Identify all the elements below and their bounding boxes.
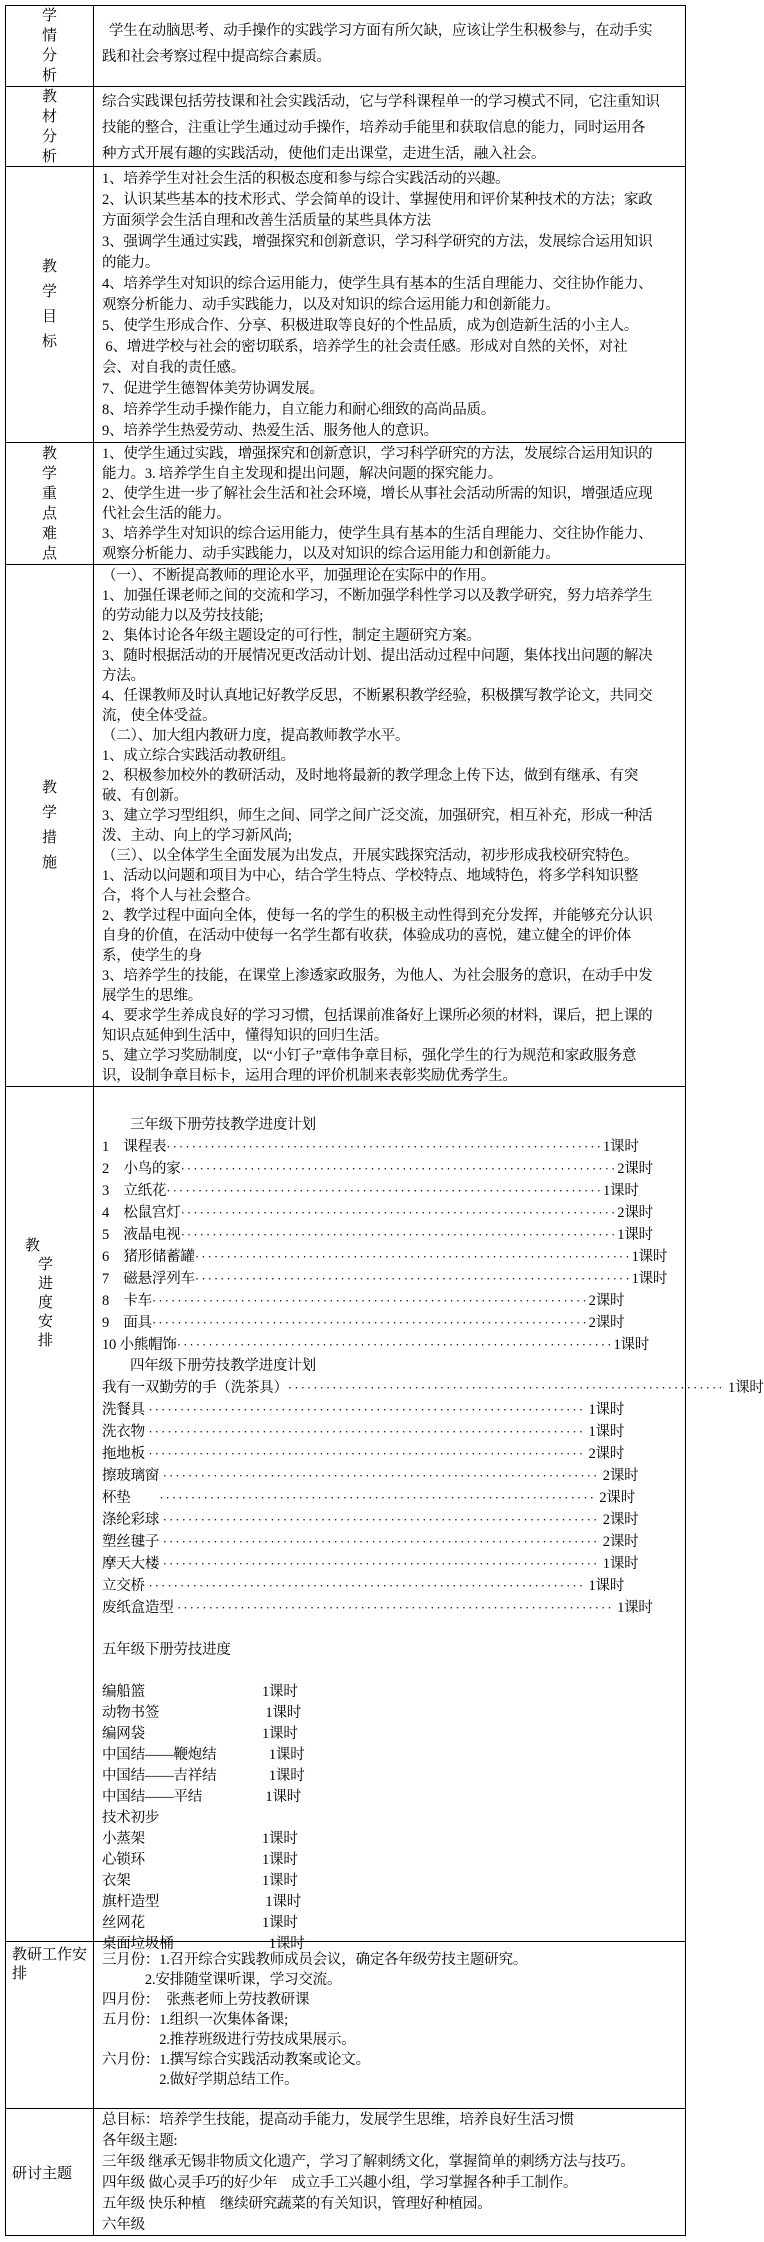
lesson-name: 废纸盒造型 bbox=[102, 1600, 177, 1616]
lesson-hours: 1课时 bbox=[602, 1183, 639, 1199]
lesson-hours: 1课时 bbox=[262, 1894, 302, 1910]
row-research-work bbox=[6, 1942, 685, 2109]
label-char: 教 bbox=[25, 1238, 41, 1254]
text-line: 5、建立学习奖励制度，以“小钉子”章伟争章目标，强化学生的行为规范和家政服务意 bbox=[102, 1048, 637, 1064]
teaching-schedule-content bbox=[94, 1087, 764, 1952]
key-difficulties-content bbox=[94, 443, 685, 564]
label-char: 析 bbox=[41, 148, 57, 165]
student-analysis-content bbox=[94, 6, 685, 86]
material-analysis-content bbox=[94, 87, 685, 166]
dot-leader bbox=[195, 1246, 632, 1267]
lesson-item bbox=[102, 1377, 764, 1399]
lesson-item bbox=[102, 1487, 635, 1509]
label-char: 排 bbox=[38, 1333, 54, 1349]
lesson-hours: 1课时 bbox=[613, 1337, 650, 1353]
row-label-student-analysis bbox=[6, 6, 94, 86]
text-line: 1、加强任课老师之间的交流和学习，不断加强学科性学习以及教学研究，努力培养学生 bbox=[102, 588, 653, 604]
lesson-name: 涤纶彩球 bbox=[102, 1512, 163, 1528]
text-line: 的劳动能力以及劳技技能; bbox=[102, 608, 264, 624]
text-line: 7、促进学生德智体美劳协调发展。 bbox=[102, 381, 324, 397]
dot-leader bbox=[163, 1509, 600, 1530]
lesson-hours: 1课时 bbox=[262, 1747, 305, 1763]
lesson-name: 摩天大楼 bbox=[102, 1556, 163, 1572]
dot-leader bbox=[166, 1136, 603, 1157]
lesson-hours: 1课时 bbox=[585, 1402, 625, 1418]
lesson-name: 动物书签 bbox=[102, 1705, 160, 1721]
lesson-item bbox=[102, 1553, 639, 1575]
text-line: 流，使全体受益。 bbox=[102, 708, 217, 724]
lesson-name: 擦玻璃窗 bbox=[102, 1468, 163, 1484]
text-line: 代社会生活的能力。 bbox=[102, 506, 231, 522]
schedule-section-title: 三年级下册劳技教学进度计划 bbox=[130, 1117, 316, 1133]
lesson-item bbox=[102, 1224, 653, 1246]
text-line: 践和社会考察过程中提高综合素质。 bbox=[102, 49, 331, 65]
lesson-hours: 1课时 bbox=[617, 1227, 653, 1243]
text-line: 学生在动脑思考、动手操作的实践学习方面有所欠缺，应该让学生积极参与，在动手实 bbox=[102, 23, 653, 39]
text-line: 四年级 做心灵手巧的好少年 成立手工兴趣小组，学习掌握各种手工制作。 bbox=[102, 2175, 578, 2191]
text-line: 会、对自我的责任感。 bbox=[102, 360, 245, 376]
label-char: 教 bbox=[41, 445, 57, 462]
lesson-hours: 2课时 bbox=[588, 1315, 625, 1331]
row-key-difficulties bbox=[6, 443, 685, 565]
lesson-name: 10 小熊帽饰 bbox=[102, 1337, 177, 1353]
lesson-hours: 1课时 bbox=[262, 1684, 298, 1700]
dot-leader bbox=[177, 1597, 614, 1618]
text-line: 9、培养学生热爱劳动、热爱生活、服务他人的意识。 bbox=[102, 423, 438, 439]
text-line: 2.安排随堂课听课，学习交流。 bbox=[102, 1972, 342, 1988]
lesson-item bbox=[102, 1682, 683, 1703]
label-char: 点 bbox=[41, 505, 57, 522]
text-line: 1、使学生通过实践，增强探究和创新意识，学习科学研究的方法，发展综合运用知识的 bbox=[102, 446, 653, 462]
text-line: 知识点延伸到生活中，懂得知识的回归生活。 bbox=[102, 1028, 388, 1044]
text-line: 观察分析能力、动手实践能力，以及对知识的综合运用能力和创新能力。 bbox=[102, 297, 560, 313]
dot-leader bbox=[181, 1158, 618, 1179]
text-line: 五年级 快乐种植 继续研究蔬菜的有关知识，管理好种植园。 bbox=[102, 2196, 492, 2212]
row-label-research-topics: 研讨主题 bbox=[6, 2109, 94, 2235]
text-line: 总目标：培养学生技能，提高动手能力，发展学生思维，培养良好生活习惯 bbox=[102, 2112, 574, 2128]
text-line: 的能力。 bbox=[102, 255, 160, 271]
row-label-teaching-measures bbox=[6, 565, 94, 1086]
lesson-item bbox=[102, 1766, 683, 1787]
lesson-hours: 1课时 bbox=[585, 1424, 625, 1440]
text-line: 六年级 bbox=[102, 2217, 145, 2233]
lesson-item bbox=[102, 1724, 683, 1745]
lesson-hours: 1课时 bbox=[262, 1831, 298, 1847]
dot-leader bbox=[148, 1399, 585, 1420]
dot-leader bbox=[163, 1465, 600, 1486]
research-topics-content bbox=[94, 2109, 685, 2235]
text-line: 种方式开展有趣的实践活动，使他们走出课堂，走进生活，融入社会。 bbox=[102, 146, 546, 162]
row-label-teaching-schedule bbox=[6, 1087, 94, 1941]
lesson-hours: 1课时 bbox=[631, 1271, 668, 1287]
lesson-item bbox=[102, 1465, 639, 1487]
lesson-name: 编船篮 bbox=[102, 1684, 145, 1700]
text-line: 方面须学会生活自理和改善生活质量的某些具体方法 bbox=[102, 213, 431, 229]
text-line: 识，设制争章目标卡，运用合理的评价机制来表彰奖励优秀学生。 bbox=[102, 1068, 517, 1084]
label-char: 材 bbox=[41, 108, 57, 125]
text-line: 泼、主动、向上的学习新风尚; bbox=[102, 828, 292, 844]
lesson-name: 2 小鸟的家 bbox=[102, 1161, 181, 1177]
lesson-name: 丝网花 bbox=[102, 1915, 145, 1931]
label-char: 难 bbox=[41, 525, 57, 542]
row-research-topics bbox=[6, 2109, 685, 2235]
text-line: 2、教学过程中面向全体，使每一名的学生的积极主动性得到充分发挥，并能够充分认识 bbox=[102, 908, 653, 924]
text-line: 三月份：1.召开综合实践教师成员会议，确定各年级劳技主题研究。 bbox=[102, 1952, 528, 1968]
label-char: 学 bbox=[41, 283, 57, 300]
lesson-hours: 1课时 bbox=[262, 1789, 302, 1805]
label-char: 教 bbox=[41, 88, 57, 105]
dot-leader bbox=[181, 1202, 618, 1223]
text-line: 综合实践课包括劳技课和社会实践活动，它与学科课程单一的学习模式不同，它注重知识 bbox=[102, 94, 660, 110]
row-label-teaching-goals bbox=[6, 167, 94, 442]
text-line: 合，将个人与社会整合。 bbox=[102, 888, 260, 904]
lesson-item bbox=[102, 1246, 668, 1268]
text-line: 2、使学生进一步了解社会生活和社会环境，增长从事社会活动所需的知识，增强适应现 bbox=[102, 486, 653, 502]
teaching-plan-table bbox=[5, 5, 764, 2236]
text-line: 1、成立综合实践活动教研组。 bbox=[102, 748, 295, 764]
lesson-name: 我有一双勤劳的手（洗茶具） bbox=[102, 1380, 288, 1396]
lesson-hours: 1课时 bbox=[724, 1380, 764, 1396]
lesson-name: 9 面具 bbox=[102, 1315, 152, 1331]
label-char: 情 bbox=[41, 28, 57, 44]
lesson-item bbox=[102, 1312, 625, 1334]
lesson-hours: 1课时 bbox=[262, 1768, 305, 1784]
dot-leader bbox=[181, 1224, 618, 1245]
lesson-hours: 1课时 bbox=[585, 1578, 625, 1594]
lesson-name: 中国结——吉祥结 bbox=[102, 1768, 217, 1784]
text-line: 4、任课教师及时认真地记好教学反思，不断累积教学经验，积极撰写教学论文，共同交 bbox=[102, 688, 653, 704]
text-line: 破、有创新。 bbox=[102, 788, 188, 804]
lesson-item bbox=[102, 1787, 683, 1808]
text-line: （一）、不断提高教师的理论水平，加强理论在实际中的作用。 bbox=[102, 568, 496, 584]
label-char: 分 bbox=[41, 128, 57, 145]
lesson-name: 衣架 bbox=[102, 1873, 131, 1889]
dot-leader bbox=[148, 1443, 585, 1464]
lesson-item bbox=[102, 1509, 639, 1531]
schedule-section-title: 五年级下册劳技进度 bbox=[102, 1642, 231, 1658]
text-line: 8、培养学生动手操作能力，自立能力和耐心细致的高尚品质。 bbox=[102, 402, 496, 418]
lesson-name: 3 立纸花 bbox=[102, 1183, 167, 1199]
lesson-name: 中国结——平结 bbox=[102, 1789, 203, 1805]
row-student-analysis bbox=[6, 6, 685, 87]
text-line: 2.推荐班级进行劳技成果展示。 bbox=[102, 2032, 356, 2048]
row-label-research-work: 教研工作安排 bbox=[6, 1942, 94, 2108]
label-char: 措 bbox=[41, 829, 57, 846]
lesson-item bbox=[102, 1443, 625, 1465]
lesson-item bbox=[102, 1421, 625, 1443]
lesson-name: 洗衣物 bbox=[102, 1424, 149, 1440]
label-char: 学 bbox=[41, 8, 57, 24]
lesson-item bbox=[102, 1202, 653, 1224]
text-line: 五月份：1.组织一次集体备课; bbox=[102, 2012, 288, 2028]
research-work-content bbox=[94, 1942, 685, 2108]
lesson-item bbox=[102, 1136, 639, 1158]
lesson-hours: 1课时 bbox=[599, 1556, 639, 1572]
text-line: 6、增进学校与社会的密切联系，培养学生的社会责任感。形成对自然的关怀，对社 bbox=[102, 339, 628, 355]
lesson-item bbox=[102, 1871, 683, 1892]
dot-leader bbox=[148, 1575, 585, 1596]
lesson-name: 编网袋 bbox=[102, 1726, 145, 1742]
blank-line bbox=[102, 1619, 683, 1640]
dot-leader bbox=[288, 1377, 725, 1398]
row-material-analysis bbox=[6, 87, 685, 167]
lesson-item bbox=[102, 1597, 653, 1619]
label-char: 点 bbox=[41, 545, 57, 562]
lesson-name: 桌面垃圾桶 bbox=[102, 1936, 174, 1952]
text-line: 5、使学生形成合作、分享、积极进取等良好的个性品质，成为创造新生活的小主人。 bbox=[102, 318, 639, 334]
lesson-hours: 1课时 bbox=[262, 1705, 302, 1721]
text-line: 三年级 继承无锡非物质文化遗产，学习了解刺绣文化，掌握简单的刺绣方法与技巧。 bbox=[102, 2154, 635, 2170]
text-line: 3、随时根据活动的开展情况更改活动计划、提出活动过程中问题，集体找出问题的解决 bbox=[102, 648, 653, 664]
text-line: 1、活动以问题和项目为中心，结合学生特点、学校特点、地域特色，将多学科知识整 bbox=[102, 868, 639, 884]
label-char: 学 bbox=[38, 1257, 54, 1273]
text-line: 技能的整合，注重让学生通过动手操作，培养动手能里和获取信息的能力，同时运用各 bbox=[102, 120, 646, 136]
lesson-item bbox=[102, 1158, 653, 1180]
lesson-name: 拖地板 bbox=[102, 1446, 149, 1462]
lesson-item bbox=[102, 1180, 639, 1202]
dot-leader bbox=[195, 1268, 632, 1289]
teaching-goals-content bbox=[94, 167, 685, 442]
blank-line bbox=[102, 1661, 683, 1682]
row-label-key-difficulties bbox=[6, 443, 94, 564]
lesson-name: 6 猪形储蓄罐 bbox=[102, 1249, 195, 1265]
dot-leader bbox=[152, 1290, 589, 1311]
label-char: 分 bbox=[41, 48, 57, 64]
lesson-name: 塑丝毽子 bbox=[102, 1534, 163, 1550]
dot-leader bbox=[152, 1312, 589, 1333]
row-teaching-schedule bbox=[6, 1087, 764, 1952]
lesson-item bbox=[102, 1745, 683, 1766]
text-line: 3、培养学生的技能，在课堂上渗透家政服务，为他人、为社会服务的意识，在动手中发 bbox=[102, 968, 653, 984]
label-char: 施 bbox=[41, 854, 57, 871]
lesson-hours: 2课时 bbox=[599, 1512, 639, 1528]
label-char: 目 bbox=[41, 308, 57, 325]
lesson-hours: 1课时 bbox=[262, 1726, 298, 1742]
text-line: 展学生的思维。 bbox=[102, 988, 203, 1004]
lesson-item bbox=[102, 1268, 668, 1290]
lesson-name: 杯垫 bbox=[102, 1490, 160, 1506]
text-line: 四月份： 张燕老师上劳技教研课 bbox=[102, 1992, 310, 2008]
dot-leader bbox=[163, 1531, 600, 1552]
label-char: 进 bbox=[38, 1276, 54, 1292]
text-line: 方法。 bbox=[102, 668, 145, 684]
lesson-hours: 1课时 bbox=[262, 1936, 305, 1952]
lesson-name: 心锁环 bbox=[102, 1852, 145, 1868]
lesson-name: 技术初步 bbox=[102, 1810, 160, 1826]
lesson-item bbox=[102, 1334, 650, 1356]
text-line: 3、建立学习型组织，师生之间、同学之间广泛交流，加强研究，相互补充，形成一种活 bbox=[102, 808, 653, 824]
lesson-hours: 1课时 bbox=[631, 1249, 668, 1265]
lesson-name: 洗餐具 bbox=[102, 1402, 149, 1418]
label-char: 安 bbox=[38, 1314, 54, 1330]
text-line: 2.做好学期总结工作。 bbox=[102, 2072, 299, 2088]
lesson-hours: 2课时 bbox=[617, 1161, 653, 1177]
label-char: 教 bbox=[41, 258, 57, 275]
label-char: 标 bbox=[41, 333, 57, 350]
lesson-hours: 2课时 bbox=[595, 1490, 635, 1506]
lesson-name: 立交桥 bbox=[102, 1578, 149, 1594]
text-line: 4、要求学生养成良好的学习习惯，包括课前准备好上课所必须的材料，课后，把上课的 bbox=[102, 1008, 653, 1024]
text-line: 各年级主题: bbox=[102, 2133, 178, 2149]
label-char: 重 bbox=[41, 485, 57, 502]
lesson-hours: 1课时 bbox=[262, 1873, 298, 1889]
lesson-name: 4 松鼠宫灯 bbox=[102, 1205, 181, 1221]
label-char: 学 bbox=[41, 804, 57, 821]
lesson-hours: 2课时 bbox=[599, 1468, 639, 1484]
dot-leader bbox=[159, 1487, 596, 1508]
lesson-hours: 1课时 bbox=[613, 1600, 653, 1616]
row-label-material-analysis bbox=[6, 87, 94, 166]
text-line: 2、集体讨论各年级主题设定的可行性，制定主题研究方案。 bbox=[102, 628, 481, 644]
text-line: 能力。3. 培养学生自主发现和提出问题，解决问题的探究能力。 bbox=[102, 466, 502, 482]
lesson-hours: 2课时 bbox=[585, 1446, 625, 1462]
lesson-item bbox=[102, 1829, 683, 1850]
lesson-hours: 1课时 bbox=[262, 1915, 298, 1931]
lesson-name: 7 磁悬浮列车 bbox=[102, 1271, 195, 1287]
lesson-item bbox=[102, 1703, 683, 1724]
lesson-item bbox=[102, 1892, 683, 1913]
lesson-name: 5 液晶电视 bbox=[102, 1227, 181, 1243]
lesson-item bbox=[102, 1913, 683, 1934]
lesson-hours: 1课时 bbox=[262, 1852, 298, 1868]
lesson-name: 中国结——鞭炮结 bbox=[102, 1747, 217, 1763]
text-line: （三）、以全体学生全面发展为出发点，开展实践探究活动，初步形成我校研究特色。 bbox=[102, 848, 639, 864]
teaching-measures-content bbox=[94, 565, 685, 1086]
text-line: 自身的价值，在活动中使每一名学生都有收获，体验成功的喜悦，建立健全的评价体 bbox=[102, 928, 632, 944]
label-char: 析 bbox=[41, 68, 57, 84]
dot-leader bbox=[166, 1180, 603, 1201]
lesson-name: 旗杆造型 bbox=[102, 1894, 160, 1910]
label-char: 教 bbox=[41, 779, 57, 796]
dot-leader bbox=[148, 1421, 585, 1442]
label-char: 度 bbox=[38, 1295, 54, 1311]
lesson-name: 8 卡车 bbox=[102, 1293, 152, 1309]
row-teaching-goals bbox=[6, 167, 685, 443]
dot-leader bbox=[177, 1334, 614, 1355]
row-teaching-measures bbox=[6, 565, 685, 1087]
text-line: 2、认识某些基本的技术形式、学会简单的设计、掌握使用和评价某种技术的方法；家政 bbox=[102, 192, 653, 208]
text-line: 1、培养学生对社会生活的积极态度和参与综合实践活动的兴趣。 bbox=[102, 171, 510, 187]
lesson-item bbox=[102, 1531, 639, 1553]
lesson-item bbox=[102, 1808, 683, 1829]
lesson-item bbox=[102, 1290, 625, 1312]
text-line: 系，使学生的身 bbox=[102, 948, 203, 964]
text-line: 观察分析能力、动手实践能力，以及对知识的综合运用能力和创新能力。 bbox=[102, 546, 560, 562]
lesson-hours: 2课时 bbox=[588, 1293, 625, 1309]
lesson-name: 小蒸架 bbox=[102, 1831, 145, 1847]
lesson-name: 1 课程表 bbox=[102, 1139, 167, 1155]
text-line: （二）、加大组内教研力度，提高教师教学水平。 bbox=[102, 728, 410, 744]
lesson-item bbox=[102, 1850, 683, 1871]
lesson-item bbox=[102, 1399, 625, 1421]
text-line: 2、积极参加校外的教研活动，及时地将最新的教学理念上传下达，做到有继承、有突 bbox=[102, 768, 639, 784]
text-line: 4、培养学生对知识的综合运用能力，使学生具有基本的生活自理能力、交往协作能力、 bbox=[102, 276, 653, 292]
text-line: 3、培养学生对知识的综合运用能力，使学生具有基本的生活自理能力、交往协作能力、 bbox=[102, 526, 653, 542]
label-char: 学 bbox=[41, 465, 57, 482]
lesson-hours: 2课时 bbox=[599, 1534, 639, 1550]
text-line: 3、强调学生通过实践，增强探究和创新意识，学习科学研究的方法，发展综合运用知识 bbox=[102, 234, 653, 250]
schedule-section-title: 四年级下册劳技教学进度计划 bbox=[130, 1358, 316, 1374]
dot-leader bbox=[163, 1553, 600, 1574]
lesson-item bbox=[102, 1575, 625, 1597]
lesson-hours: 1课时 bbox=[602, 1139, 639, 1155]
lesson-hours: 2课时 bbox=[617, 1205, 653, 1221]
text-line: 六月份：1.撰写综合实践活动教案或论文。 bbox=[102, 2052, 370, 2068]
